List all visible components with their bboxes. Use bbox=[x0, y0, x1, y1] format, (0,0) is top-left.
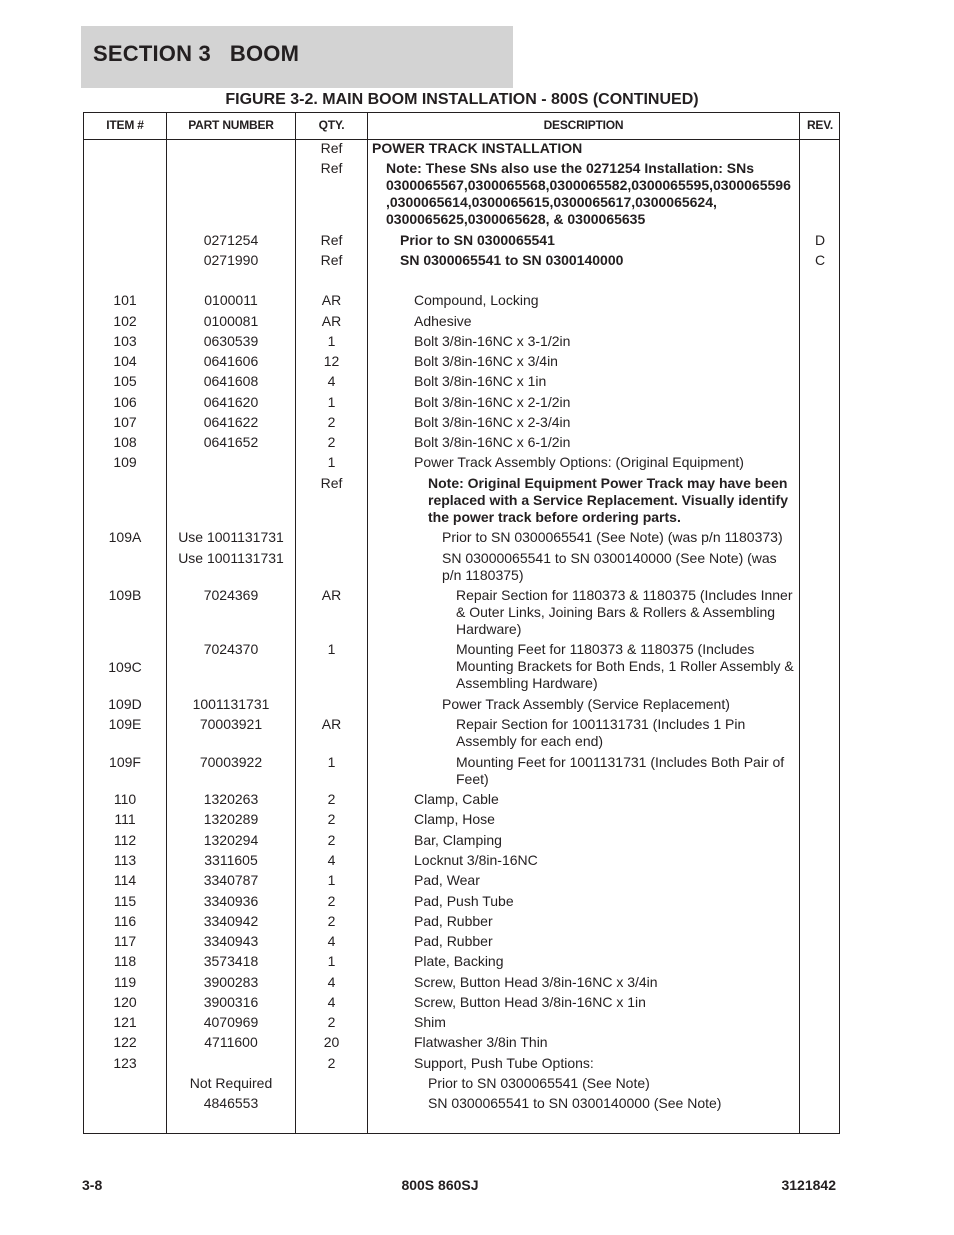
part-number: 0641606 bbox=[203, 353, 259, 369]
description: Bolt 3/8in-16NC x 3-1/2in bbox=[414, 333, 571, 349]
description: SN 0300065541 to SN 0300140000 (See Note) bbox=[428, 1095, 722, 1111]
page-number: 3-8 bbox=[82, 1177, 103, 1193]
quantity: 1 bbox=[327, 953, 336, 969]
quantity: 2 bbox=[327, 811, 336, 827]
figure-title: FIGURE 3-2. MAIN BOOM INSTALLATION - 800S (CONTINUED) bbox=[225, 91, 699, 108]
item-number: 113 bbox=[113, 852, 137, 868]
part-number: 3340936 bbox=[203, 893, 259, 909]
description: Pad, Rubber bbox=[414, 913, 493, 929]
item-number: 110 bbox=[113, 791, 137, 807]
part-number: Use 1001131731 bbox=[178, 550, 284, 566]
item-number: 114 bbox=[113, 872, 137, 888]
description: Adhesive bbox=[414, 313, 472, 329]
part-number: 3311605 bbox=[204, 852, 258, 868]
part-number: Use 1001131731 bbox=[178, 529, 284, 545]
quantity: 12 bbox=[323, 353, 340, 369]
part-number: 3340943 bbox=[203, 933, 259, 949]
part-number: 4846553 bbox=[203, 1095, 259, 1111]
quantity: 20 bbox=[323, 1034, 340, 1050]
section-title: SECTION 3 BOOM bbox=[93, 41, 300, 66]
description: Repair Section for 1001131731 (Includes 1 Pin Assembly for each end) bbox=[456, 716, 746, 749]
quantity: 2 bbox=[327, 893, 336, 909]
description: Screw, Button Head 3/8in-16NC x 1in bbox=[414, 994, 646, 1010]
quantity: AR bbox=[321, 716, 342, 732]
item-number: 122 bbox=[113, 1034, 137, 1050]
item-number: 108 bbox=[113, 434, 137, 450]
quantity: Ref bbox=[320, 252, 343, 268]
header-item: ITEM # bbox=[106, 118, 144, 132]
revision: D bbox=[814, 232, 826, 248]
item-number: 111 bbox=[114, 811, 136, 827]
item-number: 101 bbox=[113, 292, 137, 308]
part-number: 0641608 bbox=[203, 373, 259, 389]
part-number: 0271254 bbox=[203, 232, 259, 248]
quantity: AR bbox=[321, 292, 342, 308]
item-number: 115 bbox=[113, 893, 137, 909]
description: Screw, Button Head 3/8in-16NC x 3/4in bbox=[414, 974, 658, 990]
item-number: 109F bbox=[109, 754, 141, 770]
item-number: 119 bbox=[113, 974, 137, 990]
quantity: AR bbox=[321, 313, 342, 329]
description: Bolt 3/8in-16NC x 2-1/2in bbox=[414, 394, 571, 410]
item-number: 109D bbox=[108, 696, 142, 712]
item-number: 123 bbox=[113, 1055, 137, 1071]
quantity: Ref bbox=[320, 140, 343, 156]
description: Plate, Backing bbox=[414, 953, 504, 969]
quantity: 1 bbox=[327, 333, 336, 349]
part-number: 3900283 bbox=[203, 974, 259, 990]
quantity: 4 bbox=[327, 994, 336, 1010]
part-number: 4070969 bbox=[203, 1014, 259, 1030]
quantity: 1 bbox=[327, 754, 336, 770]
part-number: 1320263 bbox=[203, 791, 259, 807]
header-rev: REV. bbox=[806, 118, 834, 132]
part-number: 7024369 bbox=[203, 587, 259, 603]
quantity: 1 bbox=[327, 394, 336, 410]
quantity: 2 bbox=[327, 791, 336, 807]
description: Pad, Rubber bbox=[414, 933, 493, 949]
part-number: 0641622 bbox=[203, 414, 259, 430]
part-number: 1001131731 bbox=[192, 696, 270, 712]
quantity: Ref bbox=[320, 475, 343, 491]
quantity: 4 bbox=[327, 852, 336, 868]
item-number: 112 bbox=[113, 832, 137, 848]
part-number: 0641652 bbox=[203, 434, 259, 450]
description: Prior to SN 0300065541 (See Note) (was p/n 1180373) bbox=[442, 529, 783, 545]
part-number: 3340787 bbox=[203, 872, 259, 888]
part-number: 1320289 bbox=[203, 811, 259, 827]
part-number: Not Required bbox=[189, 1075, 273, 1091]
description: Shim bbox=[414, 1014, 446, 1030]
description: Locknut 3/8in-16NC bbox=[414, 852, 538, 868]
part-number: 3340942 bbox=[203, 913, 259, 929]
description: Compound, Locking bbox=[414, 292, 539, 308]
header-qty: QTY. bbox=[318, 118, 345, 132]
item-number: 121 bbox=[113, 1014, 137, 1030]
description: Bolt 3/8in-16NC x 2-3/4in bbox=[414, 414, 571, 430]
description: Mounting Feet for 1180373 & 1180375 (Includes Mounting Brackets for Both Ends, 1 Roller Assembly & Assembling Hardware) bbox=[456, 641, 794, 691]
part-number: 0100081 bbox=[203, 313, 259, 329]
quantity: Ref bbox=[320, 232, 343, 248]
quantity: 2 bbox=[327, 414, 336, 430]
quantity: 1 bbox=[327, 454, 336, 470]
quantity: 2 bbox=[327, 832, 336, 848]
part-number: 3573418 bbox=[203, 953, 259, 969]
part-number: 70003922 bbox=[199, 754, 263, 770]
item-number: 120 bbox=[113, 994, 137, 1010]
quantity: 2 bbox=[327, 1055, 336, 1071]
item-number: 109 bbox=[113, 454, 137, 470]
item-number: 109A bbox=[108, 529, 142, 545]
description: Repair Section for 1180373 & 1180375 (Includes Inner & Outer Links, Joining Bars & Rollers & Assembling Hardware) bbox=[456, 587, 793, 637]
description: Power Track Assembly (Service Replacement) bbox=[442, 696, 730, 712]
description: Bar, Clamping bbox=[414, 832, 502, 848]
part-number: 3900316 bbox=[203, 994, 259, 1010]
description: Pad, Wear bbox=[414, 872, 480, 888]
header-description: DESCRIPTION bbox=[543, 118, 624, 132]
part-number: 0100011 bbox=[204, 292, 258, 308]
item-number: 116 bbox=[113, 913, 137, 929]
description: Bolt 3/8in-16NC x 1in bbox=[414, 373, 547, 389]
item-number: 109E bbox=[108, 716, 142, 732]
quantity: 2 bbox=[327, 434, 336, 450]
item-number: 106 bbox=[113, 394, 137, 410]
description: Note: These SNs also use the 0271254 Installation: SNs 0300065567,0300065568,0300065582,0300065595,0300065596 ,0300065614,0300065615,0300065617,0300065624, 0300065625,0300065628, & 0300065635 bbox=[386, 160, 791, 227]
description: Flatwasher 3/8in Thin bbox=[414, 1034, 548, 1050]
quantity: 1 bbox=[327, 872, 336, 888]
quantity: 2 bbox=[327, 1014, 336, 1030]
quantity: 2 bbox=[327, 913, 336, 929]
item-number: 104 bbox=[113, 353, 137, 369]
item-number: 109C bbox=[108, 659, 142, 675]
part-number: 0641620 bbox=[203, 394, 259, 410]
description: POWER TRACK INSTALLATION bbox=[372, 140, 583, 156]
description: Pad, Push Tube bbox=[414, 893, 514, 909]
document-number: 3121842 bbox=[781, 1177, 836, 1193]
description: Mounting Feet for 1001131731 (Includes Both Pair of Feet) bbox=[456, 754, 785, 787]
revision: C bbox=[814, 252, 826, 268]
description: Power Track Assembly Options: (Original Equipment) bbox=[414, 454, 744, 470]
item-number: 118 bbox=[113, 953, 137, 969]
item-number: 117 bbox=[113, 933, 137, 949]
part-number: 0271990 bbox=[203, 252, 259, 268]
description: Note: Original Equipment Power Track may have been replaced with a Service Replacement. Visually identify the power track before ordering parts. bbox=[428, 475, 789, 525]
part-number: 4711600 bbox=[204, 1034, 258, 1050]
description: Support, Push Tube Options: bbox=[414, 1055, 594, 1071]
description: Bolt 3/8in-16NC x 3/4in bbox=[414, 353, 558, 369]
quantity: 4 bbox=[327, 373, 336, 389]
quantity: 4 bbox=[327, 933, 336, 949]
model-number: 800S 860SJ bbox=[401, 1177, 479, 1193]
header-part-number: PART NUMBER bbox=[188, 118, 274, 132]
quantity: 1 bbox=[327, 641, 336, 657]
quantity: AR bbox=[321, 587, 342, 603]
description: Clamp, Hose bbox=[414, 811, 495, 827]
description: Prior to SN 0300065541 bbox=[400, 232, 555, 248]
description: Prior to SN 0300065541 (See Note) bbox=[428, 1075, 650, 1091]
part-number: 7024370 bbox=[203, 641, 259, 657]
quantity: 4 bbox=[327, 974, 336, 990]
description: SN 03000065541 to SN 0300140000 (See Note) (was p/n 1180375) bbox=[442, 550, 777, 583]
quantity: Ref bbox=[320, 160, 343, 176]
part-number: 70003921 bbox=[199, 716, 263, 732]
part-number: 1320294 bbox=[203, 832, 259, 848]
item-number: 107 bbox=[113, 414, 137, 430]
item-number: 109B bbox=[108, 587, 142, 603]
description: Clamp, Cable bbox=[414, 791, 499, 807]
description: Bolt 3/8in-16NC x 6-1/2in bbox=[414, 434, 571, 450]
item-number: 105 bbox=[113, 373, 137, 389]
part-number: 0630539 bbox=[203, 333, 259, 349]
item-number: 103 bbox=[113, 333, 137, 349]
description: SN 0300065541 to SN 0300140000 bbox=[400, 252, 624, 268]
item-number: 102 bbox=[113, 313, 137, 329]
